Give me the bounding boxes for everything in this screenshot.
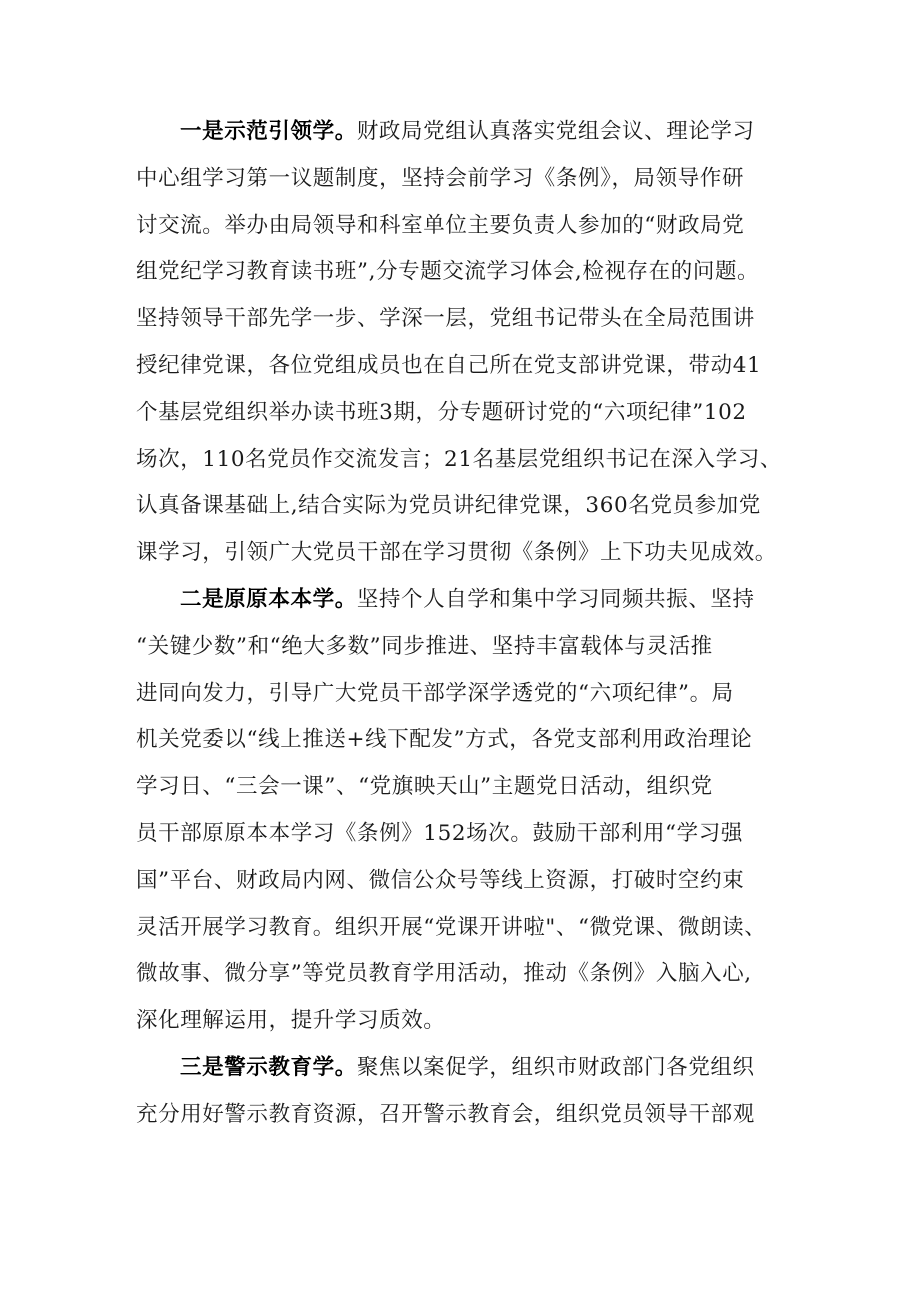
text-line	[136, 577, 796, 624]
text-line: 学习日、“三会一课”、“党旗映天山”主题党日活动，组织党	[136, 774, 713, 800]
paragraph-lead-heading: 三是警示教育学。	[180, 1054, 357, 1080]
text-segment: 财政局党组认真落实党组会议、理论学习	[356, 119, 755, 144]
text-line: 认真备课基础上,结合实际为党员讲纪律党课，360名党员参加党	[136, 493, 761, 519]
text-line: 授纪律党课，各位党组成员也在自己所在党支部讲党课，带动41	[136, 352, 762, 378]
text-line: 课学习，引领广大党员干部在学习贯彻《条例》上下功夫见成效。	[136, 540, 777, 566]
text-line: 中心组学习第一议题制度，坚持会前学习《条例》，局领导作研	[136, 165, 745, 191]
text-line	[136, 1045, 796, 1092]
paragraph-2	[136, 577, 796, 1045]
text-segment: 聚焦以案促学，组织市财政部门各党组织	[356, 1054, 755, 1080]
paragraph-3	[136, 1045, 796, 1139]
text-line: “关键少数”和“绝大多数”同步推进、坚持丰富载体与灵活推	[136, 633, 713, 659]
text-line: 微故事、微分享”等党员教育学用活动，推动《条例》入脑入心,	[136, 961, 752, 987]
text-line: 充分用好警示教育资源，召开警示教育会，组织党员领导干部观	[136, 1101, 755, 1127]
text-line: 场次，110名党员作交流发言；21名基层党组织书记在深入学习、	[136, 446, 782, 472]
text-line: 机关党委以“线上推送+线下配发”方式，各党支部利用政治理论	[136, 727, 753, 753]
text-line: 坚持领导干部先学一步、学深一层，党组书记带头在全局范围讲	[136, 306, 755, 332]
text-line: 深化理解运用，提升学习质效。	[136, 1008, 446, 1034]
document-body	[136, 109, 796, 1139]
text-segment: 坚持个人自学和集中学习同频共振、坚持	[356, 586, 755, 612]
text-line: 个基层党组织举办读书班3期，分专题研讨党的“六项纪律”102	[136, 399, 747, 425]
text-line: 讨交流。举办由局领导和科室单位主要负责人参加的“财政局党	[136, 212, 745, 238]
text-line: 国”平台、财政局内网、微信公众号等线上资源，打破时空约束	[136, 867, 745, 893]
paragraph-1	[136, 109, 796, 577]
text-line: 组党纪学习教育读书班”,分专题交流学习体会,检视存在的问题。	[136, 259, 760, 285]
text-line	[136, 109, 796, 156]
paragraph-lead-heading: 一是示范引领学。	[180, 119, 357, 144]
paragraph-lead-heading: 二是原原本本学。	[180, 586, 357, 612]
text-line: 进同向发力，引导广大党员干部学深学透党的“六项纪律”。局	[136, 680, 734, 706]
text-line: 员干部原原本本学习《条例》152场次。鼓励干部利用“学习强	[136, 820, 743, 846]
text-line: 灵活开展学习教育。组织开展“党课开讲啦"、“微党课、微朗读、	[136, 914, 767, 940]
